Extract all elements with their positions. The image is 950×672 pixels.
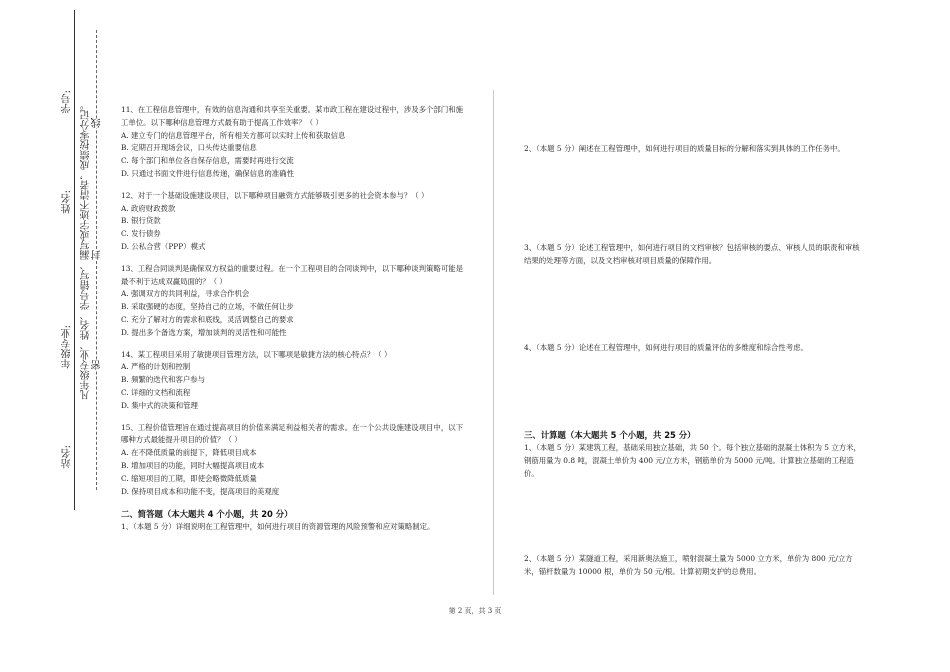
page-number: 第 2 页，共 3 页: [448, 607, 502, 615]
option-a: A. 严格的计划和控制: [121, 362, 191, 372]
option-d: D. 保持项目成本和功能不变，提高项目的美观度: [121, 486, 280, 496]
question-11: [121, 104, 466, 181]
option-c: C. 缩短项目的工期，即使会略微降低质量: [121, 473, 257, 483]
option-a: A. 建立专门的信息管理平台，所有相关方都可以实时上传和获取信息: [121, 130, 346, 140]
option-c: C. 充分了解对方的需求和底线，灵活调整自己的要求: [121, 314, 294, 324]
option-b: B. 频繁的迭代和客户参与: [121, 375, 206, 385]
option-b: B. 采取强硬的态度，坚持自己的立场，不做任何让步: [121, 302, 294, 312]
question-stem: 14、某工程项目采用了敏捷项目管理方法，以下哪项是敏捷方法的核心特点？（ ）: [121, 349, 392, 359]
calculation-1: 1、（本题 5 分）某建筑工程，基础采用独立基础，共 50 个。每个独立基础的混凝土体积为 5 立方米，钢筋用量为 0.8 吨，混凝土单价为 400 元/立方米，钢筋单价为 5000 元/吨。计算独立基础的工程造价。: [524, 443, 861, 478]
column-divider: [493, 90, 494, 595]
section-3-title: 三、计算题（本大题共 5 个小题，共 25 分）: [524, 430, 696, 440]
label-kaochang: 站名:: [62, 445, 73, 469]
seal-xian: 线: [92, 118, 103, 128]
question-15: [121, 422, 466, 499]
left-column: [121, 104, 466, 534]
option-d: D. 公私合营（PPP）模式: [121, 241, 206, 251]
option-a: A. 强调双方的共同利益，寻求合作机会: [121, 289, 250, 299]
label-xuehao: 学号:: [62, 90, 73, 114]
question-14: [121, 349, 466, 413]
option-a: A. 在不降低质量的前提下，降低项目成本: [121, 448, 257, 458]
question-12: [121, 190, 466, 254]
option-d: D. 提出多个备选方案，增加谈判的灵活性和可能性: [121, 327, 287, 337]
label-nianjizhuanye: 年级专业:: [62, 325, 73, 369]
seal-mi: 密: [92, 360, 103, 370]
option-c: C. 发行债券: [121, 229, 161, 239]
option-c: C. 每个部门和单位各自保存信息，需要时再进行交流: [121, 156, 294, 166]
question-13: [121, 263, 466, 340]
question-stem: 12、对于一个基础设施建设项目，以下哪种项目融资方式能够吸引更多的社会资本参与？（ ）: [121, 190, 429, 200]
notice-text: 凡年级专业、姓名、学号错写、漏写或字迹不清者，成绩按零分记。: [81, 100, 92, 400]
calculation-2: 2、（本题 5 分）某隧道工程，采用新奥法施工，喷射混凝土量为 5000 立方米，单价为 800 元/立方米，锚杆数量为 10000 根，单价为 50 元/根。计算初期支护的总费用。: [524, 554, 853, 576]
option-d: D. 集中式的决策和管理: [121, 400, 198, 410]
option-c: C. 详细的文档和流程: [121, 387, 191, 397]
short-answer-2: 2、（本题 5 分）阐述在工程管理中，如何进行项目的质量目标的分解和落实到具体的工作任务中。: [524, 144, 845, 153]
question-stem: 15、工程价值管理旨在通过提高项目的价值来满足利益相关者的需求。在一个公共设施建设项目中，以下哪种方式最能提升项目的价值？（ ）: [121, 422, 463, 445]
short-answer-1: 1、（本题 5 分）详细说明在工程管理中，如何进行项目的资源管理的风险预警和应对策略制定。: [121, 522, 435, 532]
short-answer-4: 4、（本题 5 分）论述在工程管理中，如何进行项目的质量评估的多维度和综合性考虑。: [524, 343, 808, 352]
short-answer-3: 3、（本题 5 分）论述工程管理中，如何进行项目的文档审核？包括审核的要点、审核人员的职责和审核结果的处理等方面，以及文档审核对项目质量的保障作用。: [524, 243, 860, 265]
question-stem: 11、在工程信息管理中，有效的信息沟通和共享至关重要。某市政工程在建设过程中，涉及多个部门和施工单位。以下哪种信息管理方式最有助于提高工作效率？（ ）: [121, 105, 463, 127]
option-d: D. 只通过书面文件进行信息传递，确保信息的准确性: [121, 168, 294, 178]
binding-rule-outer: [74, 10, 75, 510]
question-stem: 13、工程合同谈判是确保双方权益的重要过程。在一个工程项目的合同谈判中，以下哪种谈判策略可能是最不利于达成双赢局面的？（ ）: [121, 263, 463, 286]
option-b: B. 定期召开现场会议，口头传达重要信息: [121, 143, 257, 153]
binding-seal-line: [96, 30, 97, 490]
seal-feng: 封: [92, 250, 103, 260]
section-2-title: 二、简答题（本大题共 4 个小题，共 20 分）: [121, 509, 293, 520]
option-b: B. 银行贷款: [121, 216, 161, 226]
option-b: B. 增加项目的功能，同时大幅提高项目成本: [121, 460, 265, 470]
label-xingming: 姓名:: [62, 190, 73, 214]
option-a: A. 政府财政拨款: [121, 203, 176, 213]
